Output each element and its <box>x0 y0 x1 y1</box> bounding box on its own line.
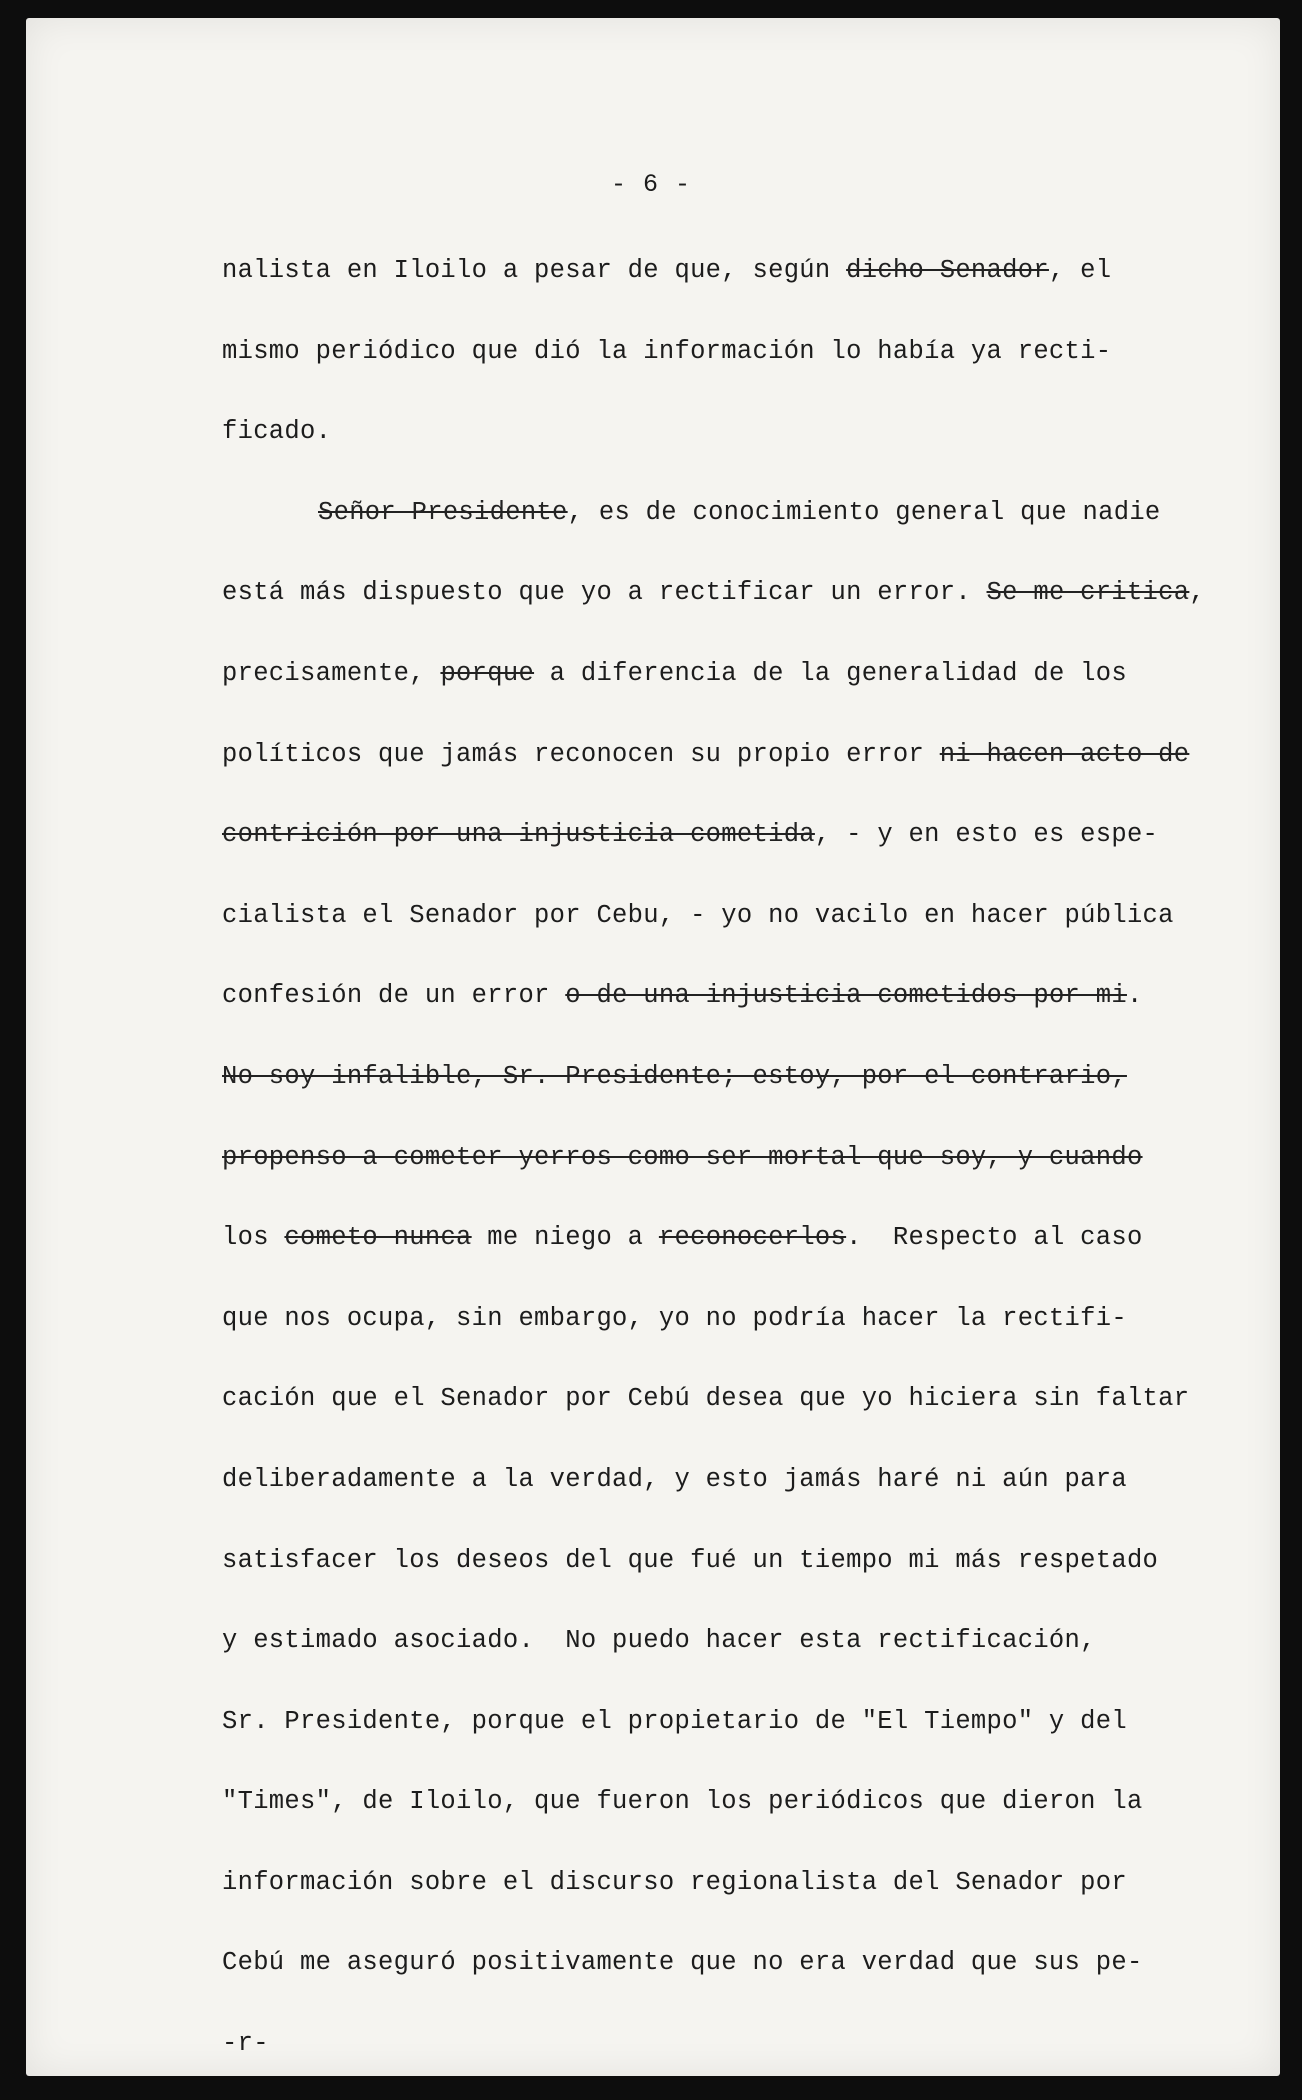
document-body <box>222 240 1222 2094</box>
text-line <box>222 2013 1222 2094</box>
text-line <box>222 562 1222 643</box>
line-text: , es de conocimiento general que nadie <box>567 497 1161 527</box>
struck-text: cometo nunca <box>284 1223 472 1253</box>
struck-text: dicho Senador <box>846 256 1049 285</box>
struck-text: Se me critica <box>986 578 1190 608</box>
text-line <box>222 321 1222 402</box>
text-line <box>222 804 1222 885</box>
text-line <box>222 1449 1222 1530</box>
line-text: me niego a <box>471 1223 659 1253</box>
line-text: mismo periódico que dió la información lo había ya recti- <box>222 336 1112 366</box>
struck-text: propenso a cometer yerros como ser mortal que soy, y cuando <box>222 1142 1143 1172</box>
line-text: Sr. Presidente, porque el propietario de "El Tiempo" y del <box>222 1706 1127 1736</box>
text-line <box>222 401 1222 482</box>
text-line <box>222 1530 1222 1611</box>
line-text: satisfacer los deseos del que fué un tiempo mi más respetado <box>222 1545 1159 1575</box>
text-line <box>222 643 1222 724</box>
line-text: , <box>1189 578 1205 608</box>
line-text: deliberadamente a la verdad, y esto jamás haré ni aún para <box>222 1464 1127 1494</box>
line-text: cialista el Senador por Cebu, - yo no vacilo en hacer pública <box>222 900 1174 930</box>
line-text: ficado. <box>222 417 332 447</box>
text-line <box>222 1610 1222 1691</box>
page-number: - 6 - <box>610 170 691 199</box>
text-line <box>222 1932 1222 2013</box>
text-line <box>222 1127 1222 1208</box>
text-line <box>222 885 1222 966</box>
struck-text: ni hacen acto de <box>939 739 1190 769</box>
text-line <box>222 240 1222 321</box>
line-text: políticos que jamás reconocen su propio error <box>222 739 940 769</box>
text-line <box>222 724 1222 805</box>
line-text: a diferencia de la generalidad de los <box>534 658 1127 688</box>
struck-text: Señor Presidente <box>318 497 568 527</box>
struck-text: No soy infalible, Sr. Presidente; estoy, por el contrario, <box>222 1061 1127 1091</box>
struck-text: contrición por una injusticia cometida <box>222 820 815 850</box>
line-text: . <box>1126 981 1143 1011</box>
line-text: está más dispuesto que yo a rectificar un error. <box>222 578 987 608</box>
text-line <box>222 965 1222 1046</box>
line-text: que nos ocupa, sin embargo, yo no podría hacer la rectifi- <box>222 1303 1127 1333</box>
line-text: precisamente, <box>222 658 441 688</box>
struck-text: reconocerlos <box>658 1223 847 1253</box>
struck-text: porque <box>440 658 535 688</box>
text-line <box>222 1288 1222 1369</box>
struck-text: o de una injusticia cometidos por mi <box>565 981 1127 1011</box>
line-text: , el <box>1048 256 1112 285</box>
line-text: Cebú me aseguró positivamente que no era verdad que sus pe- <box>222 1948 1143 1978</box>
text-line <box>222 482 1222 563</box>
line-text: nalista en Iloilo a pesar de que, según <box>222 256 847 285</box>
line-text: . Respecto al caso <box>846 1223 1143 1253</box>
text-line <box>222 1691 1222 1772</box>
line-text: -r- <box>222 2029 269 2059</box>
text-line <box>222 1046 1222 1127</box>
line-text: los <box>222 1223 285 1253</box>
text-line <box>222 1368 1222 1449</box>
line-text: y estimado asociado. No puedo hacer esta rectificación, <box>222 1626 1096 1656</box>
line-text: información sobre el discurso regionalista del Senador por <box>222 1867 1127 1897</box>
text-line <box>222 1852 1222 1933</box>
line-text: cación que el Senador por Cebú desea que yo hiciera sin faltar <box>222 1384 1190 1414</box>
line-text: , - y en esto es espe- <box>814 820 1159 850</box>
line-text: "Times", de Iloilo, que fueron los periódicos que dieron la <box>222 1787 1143 1817</box>
text-line <box>222 1207 1222 1288</box>
line-text: confesión de un error <box>222 981 566 1011</box>
text-line <box>222 1771 1222 1852</box>
